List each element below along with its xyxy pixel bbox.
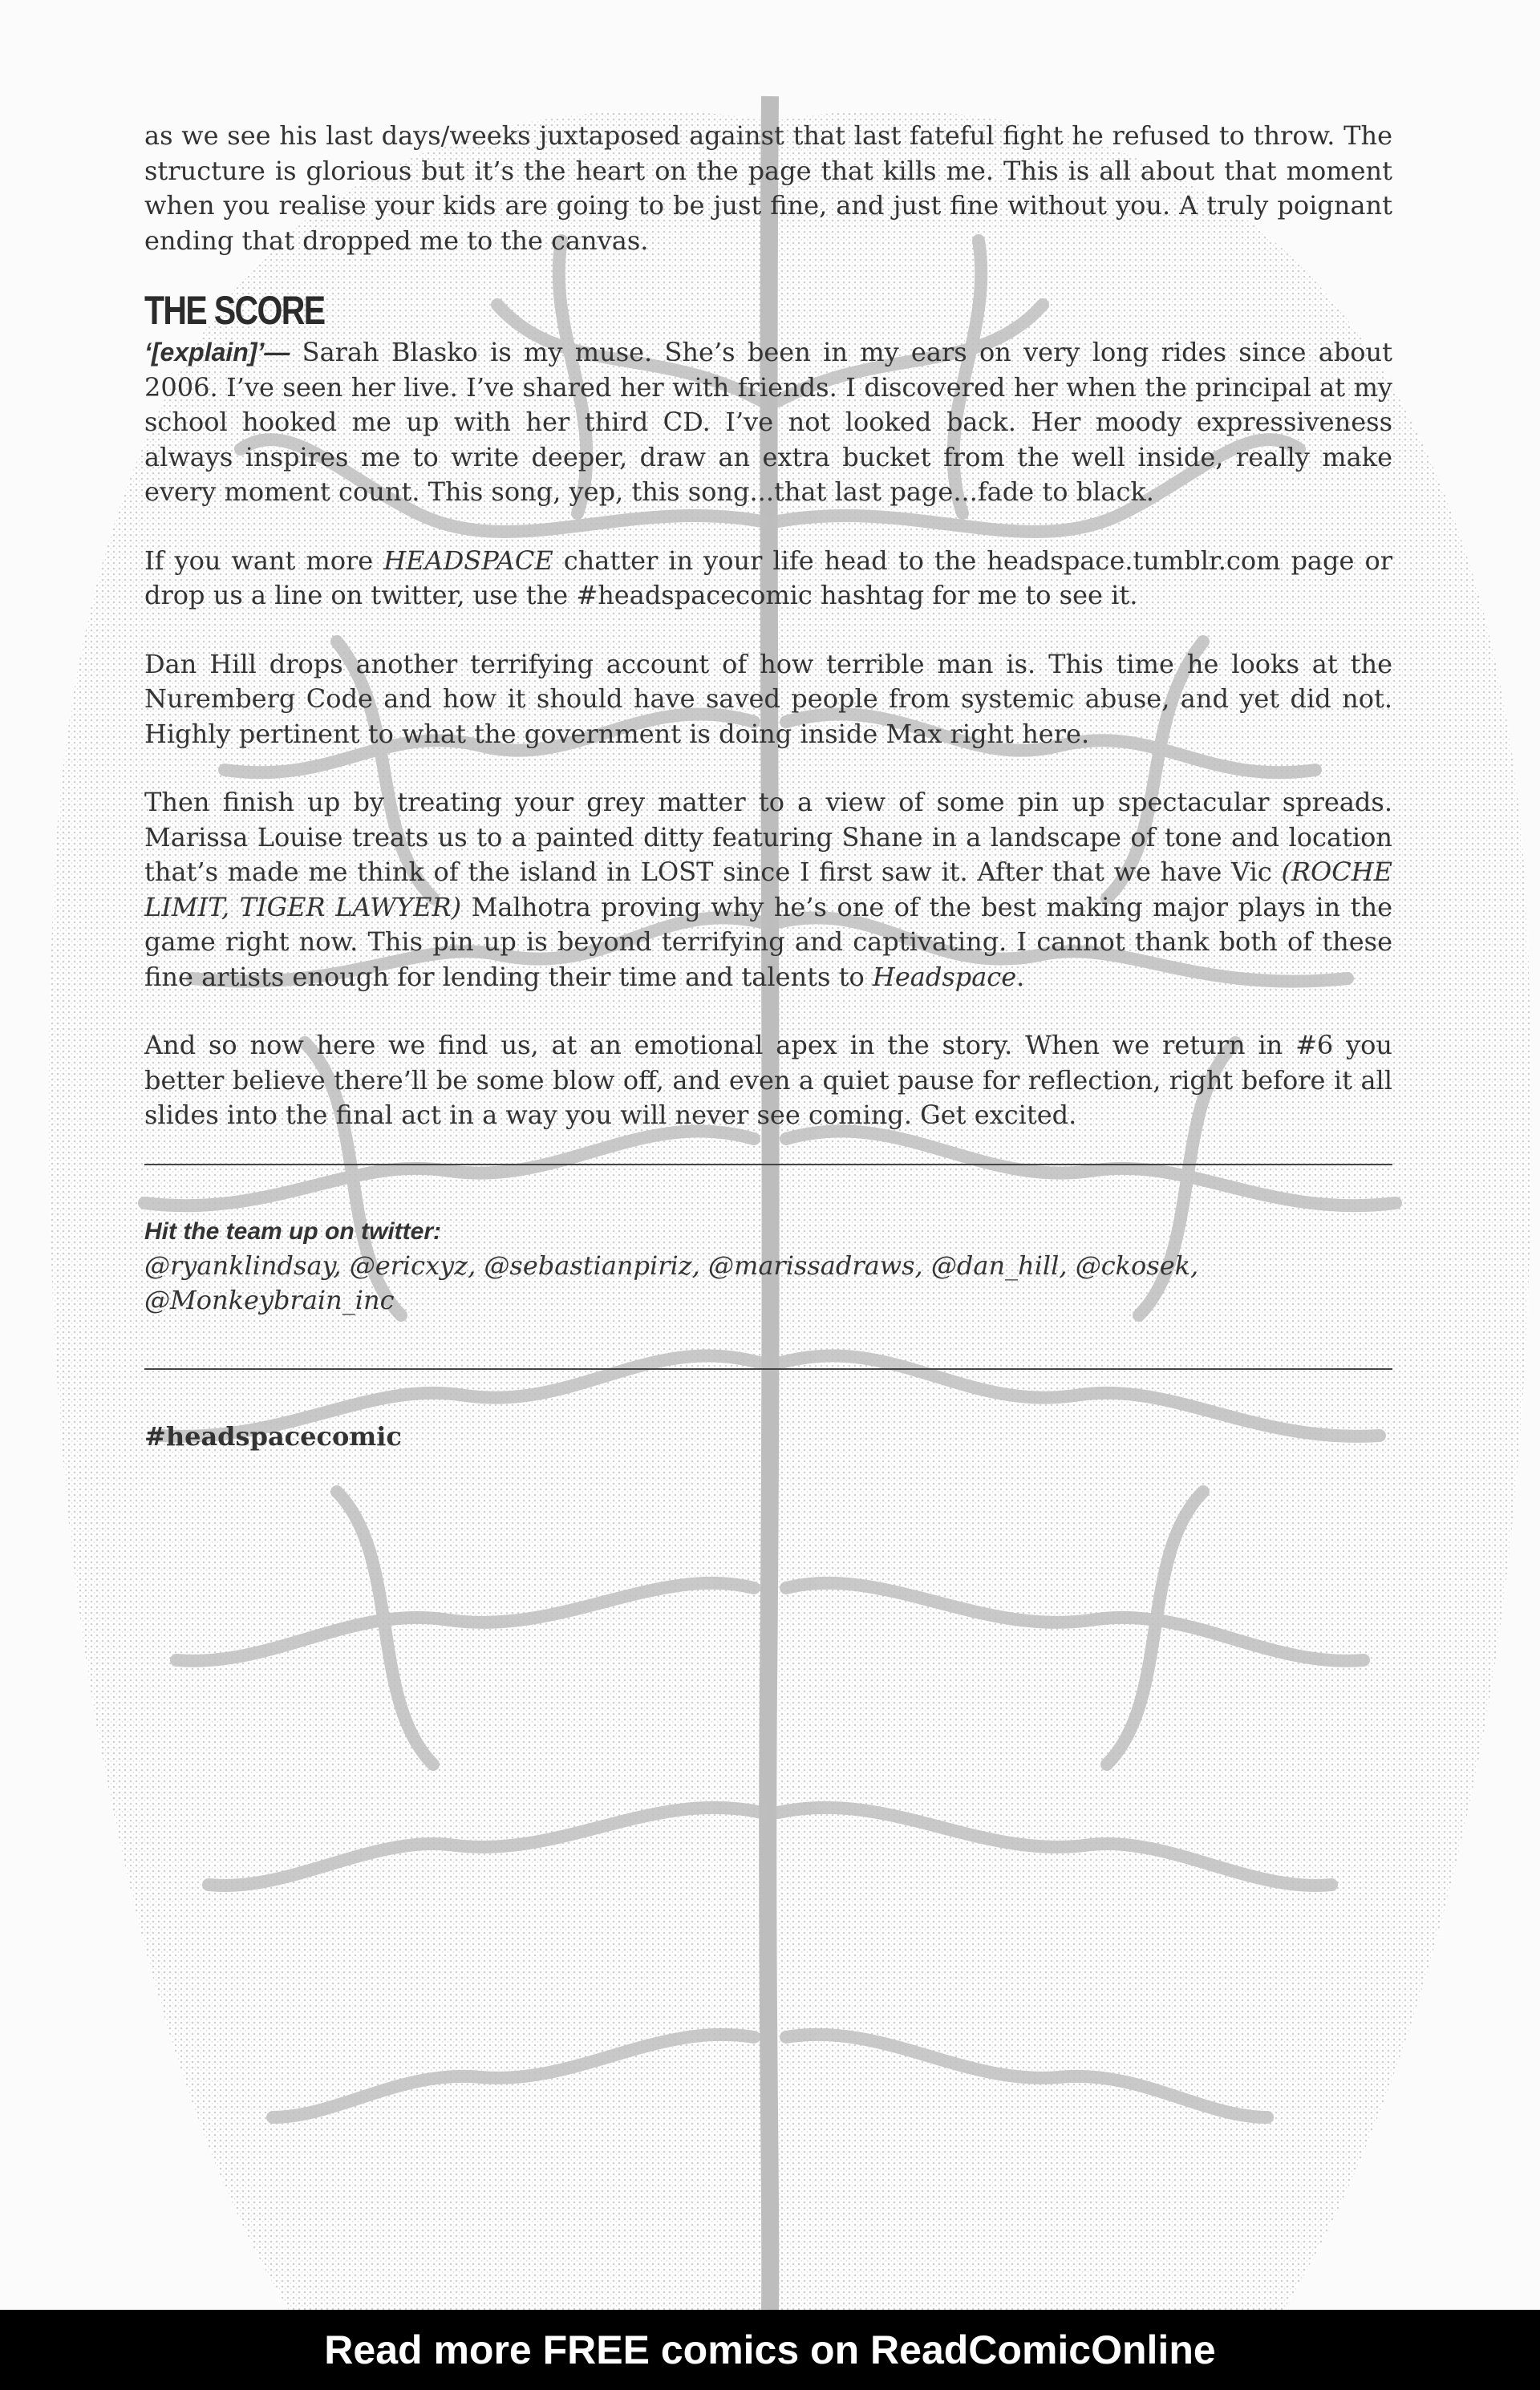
twitter-handles: @ryanklindsay, @ericxyz, @sebastianpiriz, @marissadraws, @dan_hill, @ckosek, @Monkeybrain_inc [144,1250,1199,1315]
intro-paragraph: as we see his last days/weeks juxtaposed against that last fateful fight he refused to throw. The structure is glorious but it’s the heart on the page that kills me. This is all about that moment when you realise your kids are going to be just fine, and just fine without you. A truly poignant ending that dropped me to the canvas. [144,120,1392,256]
chatter-paragraph [144,544,1392,614]
footer-banner-text[interactable]: Read more FREE comics on ReadComicOnline [324,2327,1216,2372]
section-title: THE SCORE [144,288,325,333]
chatter-text-2: chatter in your life head to the headspace.tumblr.com page or drop us a line on twitter, use the #headspacecomic hashtag for me to see it. [144,545,1393,610]
twitter-section [144,1215,1392,1319]
score-paragraph [144,335,1392,510]
twitter-heading: Hit the team up on twitter: [144,1217,441,1245]
chatter-title: HEADSPACE [383,545,553,576]
divider-bottom [144,1368,1392,1370]
article-body [144,119,1392,1454]
pinups-title: Headspace [872,961,1017,992]
chatter-text-1: If you want more [144,545,384,576]
hashtag: #headspacecomic [144,1420,402,1452]
divider-top [144,1164,1392,1165]
pinups-text-2: Malhotra proving why he’s one of the best making major plays in the game right now. This pin up is beyond terrifying and captivating. I cannot thank both of these fine artists enough for lending their time and talents to [144,891,1393,992]
dan-hill-paragraph: Dan Hill drops another terrifying account of how terrible man is. This time he looks at the Nuremberg Code and how it should have saved people from systemic abuse, and yet did not. Highly pertinent to what the government is doing inside Max right here. [144,648,1392,749]
closing-paragraph: And so now here we find us, at an emotional apex in the story. When we return in #6 you better believe there’ll be some blow off, and even a quiet pause for reflection, right before it all slides into the final act in a way you will never see coming. Get excited. [144,1030,1392,1130]
pinups-paragraph [144,785,1392,994]
pinups-text-1: Then finish up by treating your grey matter to a view of some pin up spectacular spreads. Marissa Louise treats us to a painted ditty featuring Shane in a landscape of tone and location that’s made me think of the island in LOST since I first saw it. After that we have Vic [144,787,1392,887]
score-text: Sarah Blasko is my muse. She’s been in my ears on very long rides since about 2006. I’ve seen her live. I’ve shared her with friends. I discovered her when the principal at my school hooked me up with her third CD. I’ve not looked back. Her moody expressiveness always inspires me to write deeper, draw an extra bucket from the well inside, really make every moment count. This song, yep, this song...that last page...fade to black. [144,337,1392,507]
song-title: ‘[explain]’— [144,338,290,367]
pinups-credits: (ROCHE LIMIT, TIGER LAWYER) [144,857,1392,922]
footer-banner[interactable] [0,2310,1540,2390]
pinups-text-3: . [1016,961,1025,992]
